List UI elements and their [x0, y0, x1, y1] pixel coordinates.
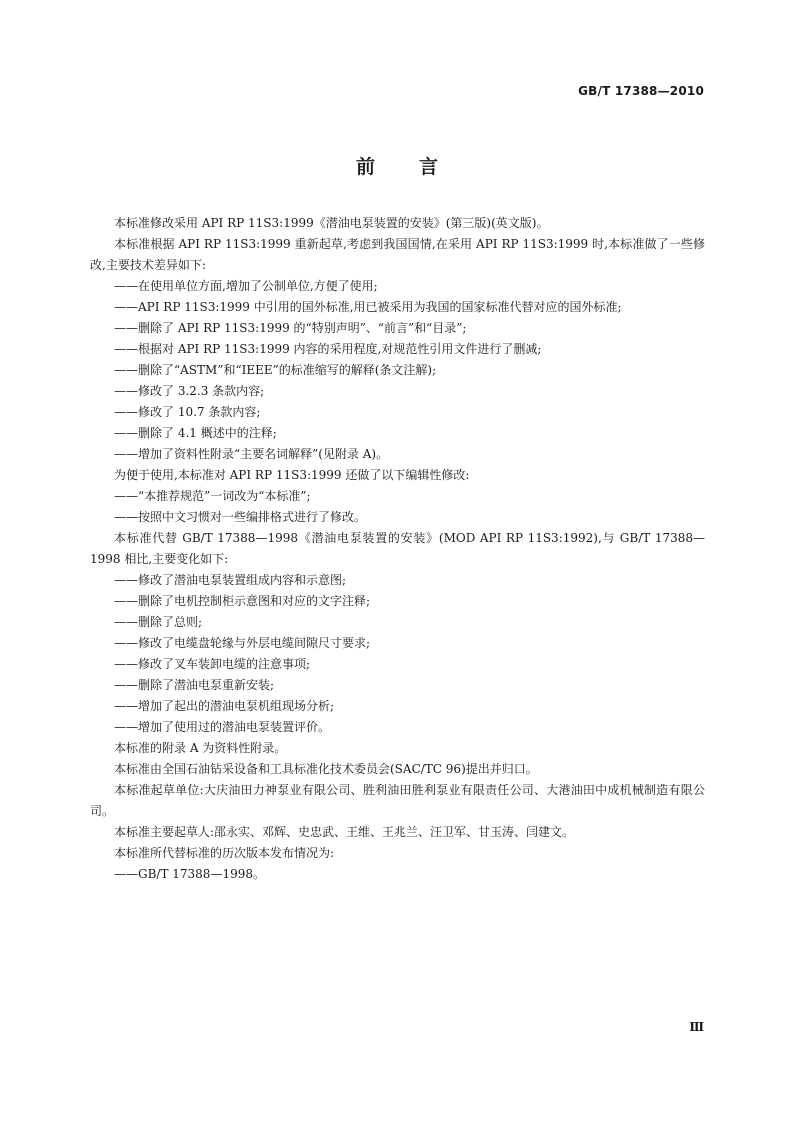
page-number: Ⅲ: [689, 1020, 704, 1034]
foreword-body: [90, 213, 705, 885]
paragraph: 本标准起草单位:大庆油田力神泵业有限公司、胜利油田胜利泵业有限责任公司、大港油田中成机械制造有限公司。: [90, 783, 705, 818]
list-item: ——根据对 API RP 11S3:1999 内容的采用程度,对规范性引用文件进行了删减;: [114, 342, 542, 356]
list-item: ——删除了“ASTM”和“IEEE”的标准缩写的解释(条文注解);: [114, 363, 437, 377]
paragraph: 本标准主要起草人:邵永实、邓辉、史忠武、王维、王兆兰、汪卫军、甘玉涛、闫建文。: [114, 825, 575, 839]
standard-code: GB/T 17388—2010: [578, 84, 704, 98]
paragraph: 本标准修改采用 API RP 11S3:1999《潜油电泵装置的安装》(第三版)(英文版)。: [114, 216, 549, 230]
paragraph: 本标准所代替标准的历次版本发布情况为:: [114, 846, 335, 860]
list-item: ——增加了资料性附录“主要名词解释”(见附录 A)。: [114, 447, 389, 461]
list-item: ——在使用单位方面,增加了公制单位,方便了使用;: [114, 279, 378, 293]
list-item: ——删除了总则;: [114, 615, 203, 629]
list-item: ——修改了潜油电泵装置组成内容和示意图;: [114, 573, 347, 587]
list-item: ——修改了 10.7 条款内容;: [114, 405, 261, 419]
paragraph: 本标准代替 GB/T 17388—1998《潜油电泵装置的安装》(MOD API RP 11S3:1992),与 GB/T 17388—1998 相比,主要变化如下:: [90, 531, 705, 566]
list-item: ——删除了电机控制柜示意图和对应的文字注释;: [114, 594, 371, 608]
list-item: ——修改了 3.2.3 条款内容;: [114, 384, 265, 398]
list-item: ——删除了 4.1 概述中的注释;: [114, 426, 277, 440]
list-item: ——增加了起出的潜油电泵机组现场分析;: [114, 699, 335, 713]
list-item: ——删除了潜油电泵重新安装;: [114, 678, 275, 692]
list-item: ——增加了使用过的潜油电泵装置评价。: [114, 720, 331, 734]
page-title: 前言: [355, 156, 482, 178]
paragraph: 本标准根据 API RP 11S3:1999 重新起草,考虑到我国国情,在采用 API RP 11S3:1999 时,本标准做了一些修改,主要技术差异如下:: [90, 237, 705, 272]
paragraph: 本标准的附录 A 为资料性附录。: [114, 741, 287, 755]
list-item: ——修改了电缆盘轮缘与外层电缆间隙尺寸要求;: [114, 636, 371, 650]
list-item: ——“本推荐规范”一词改为“本标准”;: [114, 489, 311, 503]
list-item: ——删除了 API RP 11S3:1999 的“特别声明”、“前言”和“目录”;: [114, 321, 467, 335]
list-item: ——按照中文习惯对一些编排格式进行了修改。: [114, 510, 367, 524]
list-item: ——API RP 11S3:1999 中引用的国外标准,用已被采用为我国的国家标准代替对应的国外标准;: [114, 300, 622, 314]
list-item: ——修改了叉车装卸电缆的注意事项;: [114, 657, 311, 671]
paragraph: 本标准由全国石油钻采设备和工具标准化技术委员会(SAC/TC 96)提出并归口。: [114, 762, 538, 776]
list-item: ——GB/T 17388—1998。: [114, 867, 265, 881]
paragraph: 为便于使用,本标准对 API RP 11S3:1999 还做了以下编辑性修改:: [114, 468, 470, 482]
